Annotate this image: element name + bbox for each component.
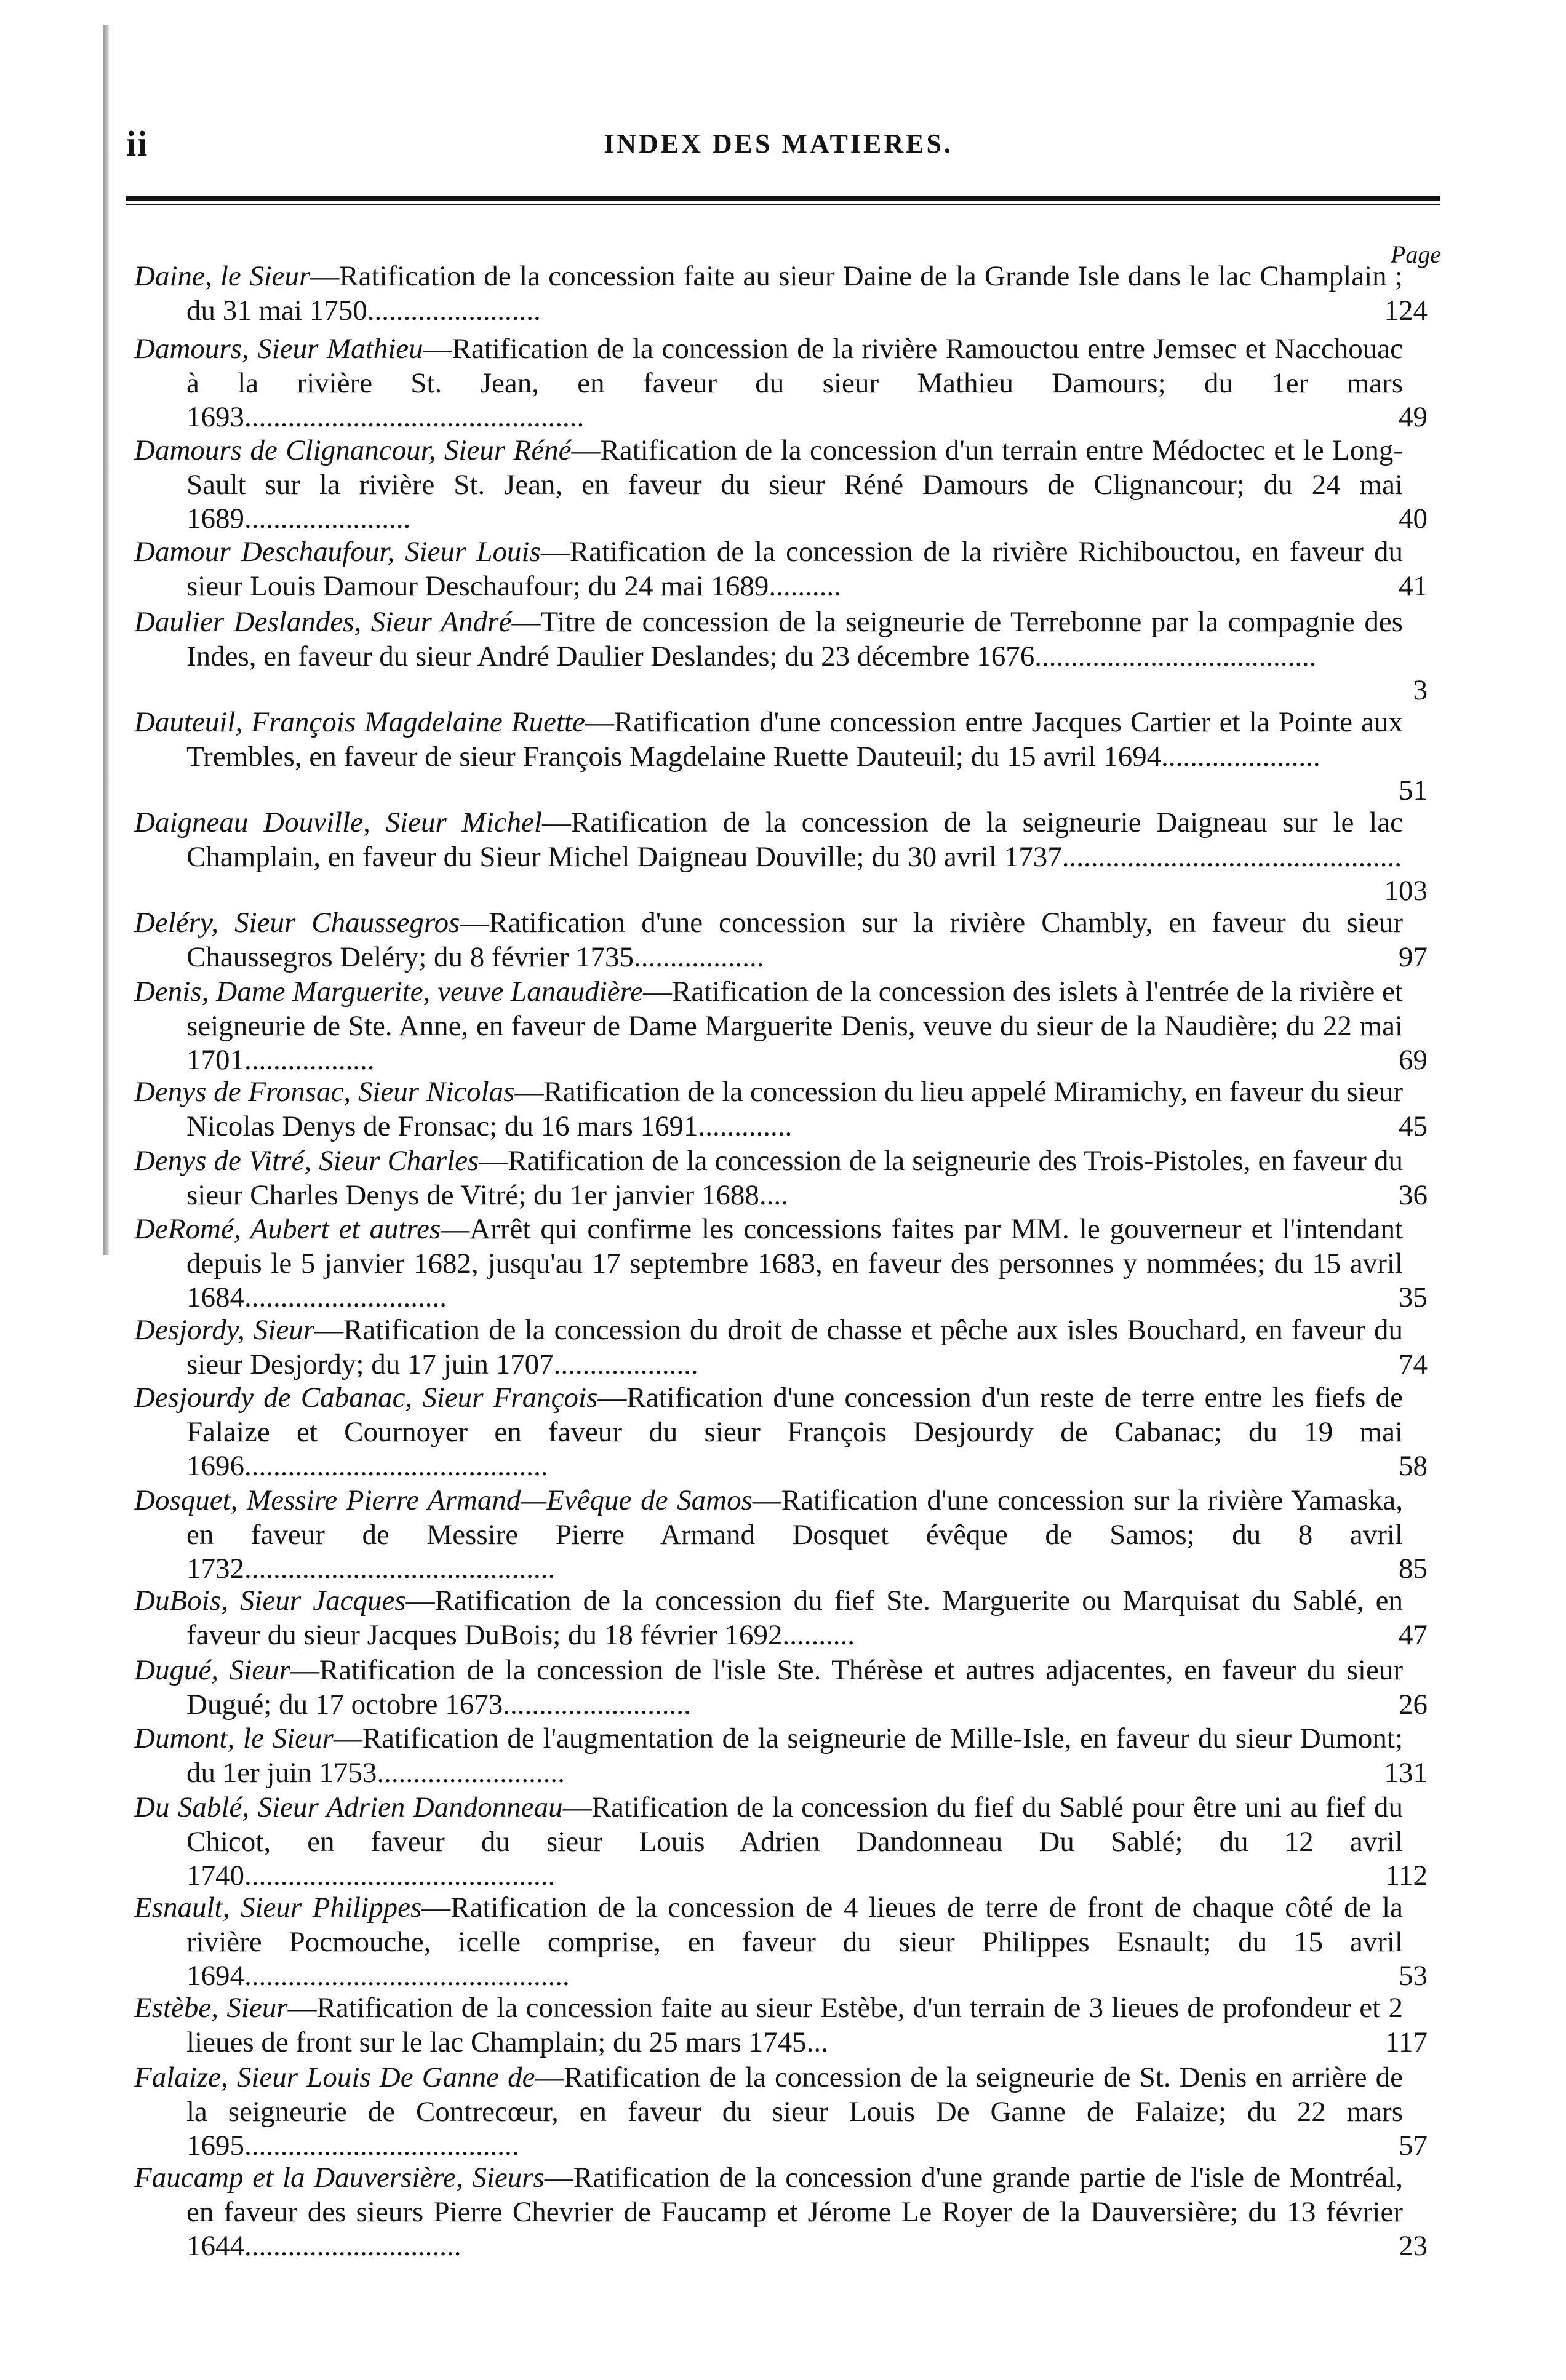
entry-text: —Ratification de la concession d'un terrain entre Médoctec et le Long-Sault sur la rivière St. Jean, en faveur du sieur Réné Damours de Clignancour; du 24 mai 1689.......................	[186, 434, 1404, 535]
entry-page-number: 112	[1385, 1860, 1428, 1892]
entry-text: —Ratification de la concession des islets à l'entrée de la rivière et seigneurie de Ste. Anne, en faveur de Dame Marguerite Denis, veuve du sieur de la Naudière; du 22 mai 1701..................	[186, 976, 1403, 1076]
entry-text: —Ratification de la concession du fief Ste. Marguerite ou Marquisat du Sablé, en faveur du sieur Jacques DuBois; du 18 février 1692..........	[186, 1585, 1403, 1651]
entry-text: —Ratification de la concession faite au sieur Daine de la Grande Isle dans le lac Champlain ; du 31 mai 1750........................	[186, 260, 1403, 327]
entry-subject: Daine, le Sieur	[134, 260, 311, 292]
entry-text: —Ratification de la concession du lieu appelé Miramichy, en faveur du sieur Nicolas Denys de Fronsac; du 16 mars 1691.............	[186, 1076, 1403, 1142]
page-number: ii	[126, 124, 149, 164]
entry-page-number: 97	[1399, 941, 1428, 973]
entry-page-number: 45	[1399, 1110, 1428, 1142]
entry-page-number: 117	[1385, 2026, 1428, 2058]
page-column-label: Page	[1391, 241, 1442, 268]
entry-subject: DuBois, Sieur Jacques	[134, 1585, 406, 1617]
entry-page-number: 69	[1399, 1044, 1428, 1076]
scan-edge-shadow	[103, 25, 110, 1255]
entry-page-number: 103	[1384, 875, 1428, 907]
entry-text: —Ratification de la concession de l'isle Ste. Thérèse et autres adjacentes, en faveur du sieur Dugué; du 17 octobre 1673..........................	[186, 1654, 1404, 1721]
entry-page-number: 40	[1399, 503, 1428, 535]
entry-page-number: 35	[1399, 1281, 1428, 1313]
entry-subject: Desjourdy de Cabanac, Sieur François	[134, 1382, 598, 1414]
entry-page-number: 85	[1399, 1553, 1428, 1585]
entry-subject: Faucamp et la Dauversière, Sieurs	[134, 2162, 545, 2194]
entry-subject: Dosquet, Messire Pierre Armand—Evêque de Samos	[134, 1484, 753, 1516]
entry-text: —Ratification de la concession de la seigneurie Daigneau sur le lac Champlain, en faveur du Sieur Michel Daigneau Douville; du 30 avril 1737...............................................	[186, 806, 1403, 873]
entry-text: —Ratification de la concession de la seigneurie des Trois-Pistoles, en faveur du sieur Charles Denys de Vitré; du 1er janvier 1688....	[186, 1145, 1403, 1211]
index-entry	[134, 2061, 1403, 2163]
index-entry	[134, 1991, 1403, 2060]
entry-text: —Ratification de la concession de la rivière Richibouctou, en faveur du sieur Louis Damour Deschaufour; du 24 mai 1689..........	[186, 536, 1403, 602]
entry-page-number: 49	[1399, 401, 1428, 433]
entry-subject: Daulier Deslandes, Sieur André	[134, 606, 512, 638]
index-entry	[134, 1484, 1403, 1586]
entry-page-number: 36	[1399, 1179, 1428, 1211]
entry-page-number: 74	[1399, 1348, 1428, 1380]
entry-text: —Ratification de la concession de la rivière Ramouctou entre Jemsec et Nacchouac à la rivière St. Jean, en faveur du sieur Mathieu Damours; du 1er mars 1693...............................................	[186, 333, 1403, 433]
entry-page-number: 51	[1399, 774, 1428, 806]
entry-text: —Ratification de la concession de 4 lieues de terre de front de chaque côté de la rivière Pocmouche, icelle comprise, en faveur du sieur Philippes Esnault; du 15 avril 1694.............................................	[186, 1892, 1403, 1992]
index-entry	[134, 260, 1403, 328]
entry-subject: Du Sablé, Sieur Adrien Dandonneau	[134, 1791, 563, 1823]
header-rule-thin	[126, 204, 1440, 205]
entry-subject: Desjordy, Sieur	[134, 1314, 315, 1346]
index-entry	[134, 605, 1403, 674]
entry-subject: Denys de Fronsac, Sieur Nicolas	[134, 1076, 515, 1108]
entry-page-number: 41	[1399, 570, 1428, 602]
entry-text: —Ratification de la concession d'une grande partie de l'isle de Montréal, en faveur des sieurs Pierre Chevrier de Faucamp et Jérome Le Royer de la Dauversière; du 13 février 1644..............................	[186, 2162, 1403, 2262]
index-entry	[134, 1722, 1403, 1790]
index-entry	[134, 535, 1403, 603]
entry-subject: Denis, Dame Marguerite, veuve Lanaudière	[134, 976, 644, 1008]
index-entry	[134, 1313, 1403, 1382]
entry-page-number: 58	[1399, 1450, 1428, 1482]
entry-subject: Denys de Vitré, Sieur Charles	[134, 1145, 479, 1177]
entry-subject: Deléry, Sieur Chaussegros	[134, 907, 460, 939]
entry-page-number: 47	[1399, 1618, 1428, 1651]
entry-text: —Ratification d'une concession entre Jacques Cartier et la Pointe aux Trembles, en faveur de sieur François Magdelaine Ruette Dauteuil; du 15 avril 1694......................	[186, 706, 1403, 773]
index-entry	[134, 1381, 1403, 1484]
index-entry	[134, 1075, 1403, 1144]
entry-subject: Dugué, Sieur	[134, 1654, 290, 1686]
entry-text: —Ratification de l'augmentation de la seigneurie de Mille-Isle, en faveur du sieur Dumont; du 1er juin 1753..........................	[186, 1722, 1403, 1789]
entry-subject: Damours, Sieur Mathieu	[134, 333, 423, 365]
entry-subject: DeRomé, Aubert et autres	[134, 1213, 441, 1245]
entry-subject: Damours de Clignancour, Sieur Réné	[134, 434, 572, 466]
entry-text: —Ratification d'une concession sur la rivière Yamaska, en faveur de Messire Pierre Armand Dosquet évêque de Samos; du 8 avril 1732...........................................	[186, 1484, 1403, 1585]
entry-page-number: 57	[1399, 2130, 1428, 2162]
entry-text: —Ratification de la concession de la seigneurie de St. Denis en arrière de la seigneurie de Contrecœur, en faveur du sieur Louis De Ganne de Falaize; du 22 mars 1695......................................	[186, 2061, 1404, 2162]
entry-subject: Daigneau Douville, Sieur Michel	[134, 806, 543, 838]
entry-text: —Titre de concession de la seigneurie de Terrebonne par la compagnie des Indes, en faveur du sieur André Daulier Deslandes; du 23 décembre 1676.......................................	[186, 606, 1404, 672]
entry-page-number: 124	[1384, 294, 1428, 327]
entry-subject: Dumont, le Sieur	[134, 1722, 334, 1754]
entry-subject: Esnault, Sieur Philippes	[134, 1892, 422, 1924]
index-entry	[134, 975, 1403, 1078]
entry-text: —Ratification d'une concession sur la rivière Chambly, en faveur du sieur Chaussegros Deléry; du 8 février 1735..................	[186, 907, 1403, 973]
entry-subject: Dauteuil, François Magdelaine Ruette	[134, 706, 586, 738]
entry-text: —Ratification de la concession faite au sieur Estèbe, d'un terrain de 3 lieues de profondeur et 2 lieues de front sur le lac Champlain; du 25 mars 1745...	[186, 1992, 1403, 2058]
page-header	[126, 117, 1431, 164]
entry-subject: Damour Deschaufour, Sieur Louis	[134, 536, 541, 568]
entry-page-number: 23	[1399, 2230, 1428, 2262]
index-entry	[134, 2161, 1403, 2264]
entry-text: —Ratification de la concession du fief du Sablé pour être uni au fief du Chicot, en faveur du sieur Louis Adrien Dandonneau Du Sablé; du 12 avril 1740...........................................	[186, 1791, 1403, 1892]
index-entry	[134, 1891, 1403, 1994]
index-entry	[134, 806, 1403, 874]
entry-page-number: 131	[1384, 1756, 1428, 1789]
entry-text: —Arrêt qui confirme les concessions faites par MM. le gouverneur et l'intendant depuis le 5 janvier 1682, jusqu'au 17 septembre 1683, en faveur des personnes y nommées; du 15 avril 1684............................	[186, 1213, 1403, 1313]
index-entry	[134, 1212, 1403, 1315]
entry-subject: Falaize, Sieur Louis De Ganne de	[134, 2061, 535, 2093]
entry-page-number: 3	[1413, 674, 1428, 706]
entry-subject: Estèbe, Sieur	[134, 1992, 288, 2024]
entry-text: —Ratification d'une concession d'un reste de terre entre les fiefs de Falaize et Cournoyer en faveur du sieur François Desjourdy de Cabanac; du 19 mai 1696..........................................	[186, 1382, 1403, 1482]
index-entry	[134, 1584, 1403, 1652]
index-entry	[134, 1144, 1403, 1212]
index-entry	[134, 434, 1403, 536]
header-rule	[126, 196, 1440, 201]
index-entry	[134, 332, 1403, 435]
index-entry	[134, 1654, 1403, 1722]
index-entry	[134, 906, 1403, 974]
entry-page-number: 53	[1399, 1960, 1428, 1992]
running-title: INDEX DES MATIERES.	[604, 129, 953, 159]
index-entry	[134, 706, 1403, 774]
entry-page-number: 26	[1399, 1688, 1428, 1721]
entry-text: —Ratification de la concession du droit de chasse et pêche aux isles Bouchard, en faveur du sieur Desjordy; du 17 juin 1707....................	[186, 1314, 1403, 1380]
index-entry	[134, 1791, 1403, 1893]
